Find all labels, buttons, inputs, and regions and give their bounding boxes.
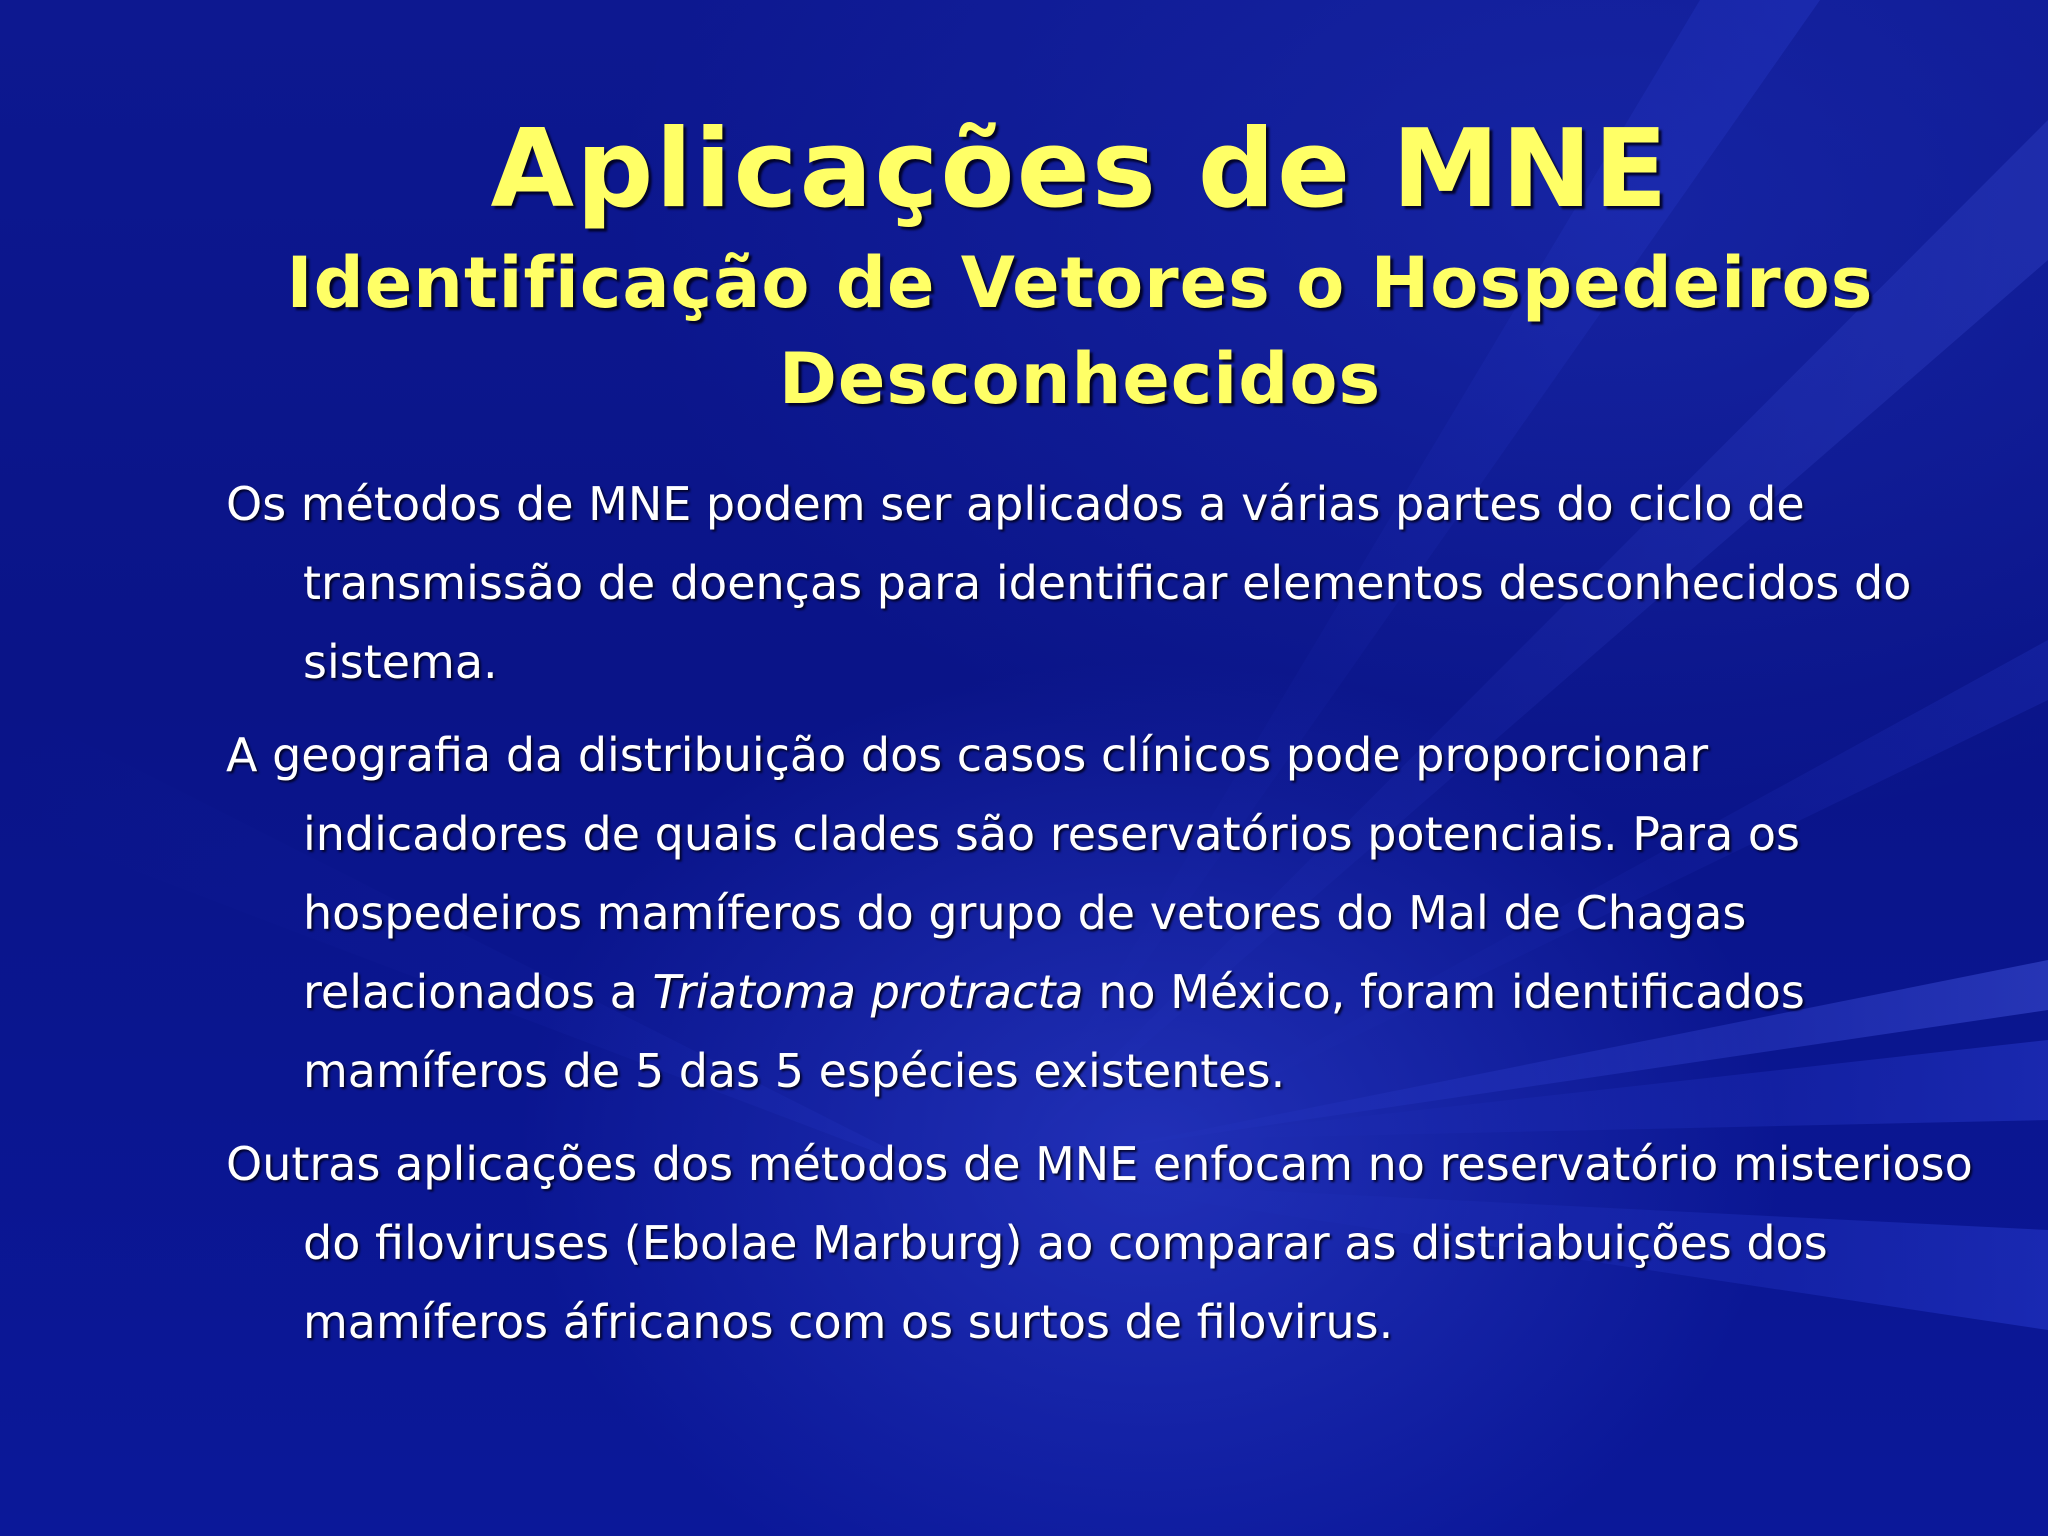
species-name: Triatoma protracta (652, 965, 1084, 1019)
paragraph-2 (226, 716, 1986, 1111)
paragraph-3: Outras aplicações dos métodos de MNE enfocam no reservatório misterioso do filoviruses (Ebolae Marburg) ao comparar as distriabuições dos mamíferos áfricanos com os surtos de filovirus. (226, 1137, 1973, 1349)
body-text (226, 465, 1986, 1376)
paragraph-2-text-start: A geografia da distribuição dos casos clínicos pode proporcionar indicadores de quais clades são reservatórios potenciais. Para os hospedeiros mamíferos do grupo de vetores do Mal de Chagas relacionados a (226, 728, 1800, 1019)
slide-subtitle: Identificação de Vetores o Hospedeiros Desconhecidos (286, 242, 1874, 420)
paragraph-1: Os métodos de MNE podem ser aplicados a várias partes do ciclo de transmissão de doenças para identificar elementos desconhecidos do sistema. (226, 477, 1912, 689)
title-block (140, 105, 2020, 427)
paragraph-2-text-end: no México, foram identificados mamíferos de 5 das 5 espécies existentes. (303, 965, 1805, 1098)
slide-title: Aplicações de MNE (490, 107, 1670, 232)
